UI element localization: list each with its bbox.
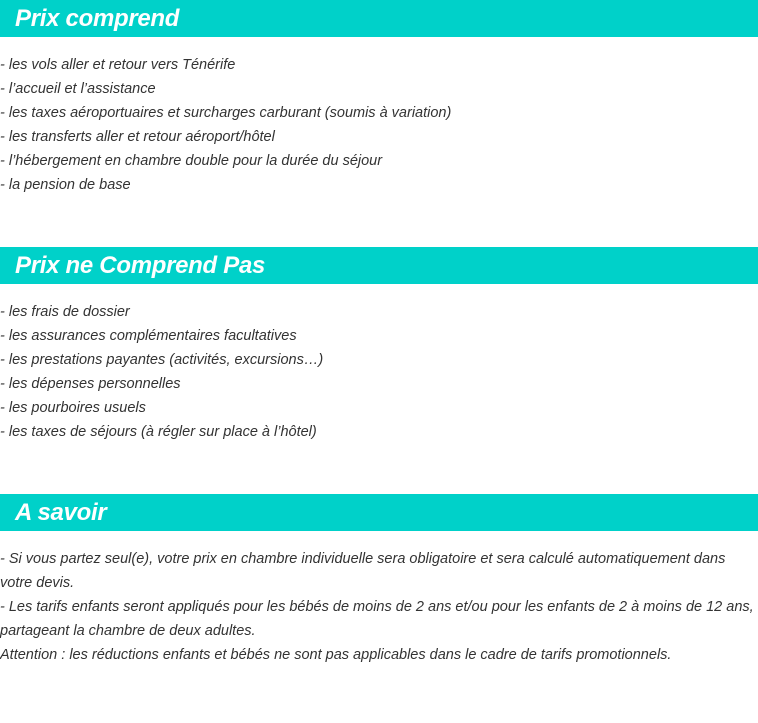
section-title: Prix comprend <box>15 5 180 32</box>
list-item: - les transferts aller et retour aéroport/hôtel <box>0 129 275 145</box>
list-item: - les frais de dossier <box>0 304 130 320</box>
section-header-price-excludes <box>0 247 758 284</box>
section-list <box>0 284 758 444</box>
section-header-good-to-know <box>0 494 758 531</box>
section-header-price-includes <box>0 0 758 37</box>
list-item: - les assurances complémentaires facultatives <box>0 328 297 344</box>
section-title: A savoir <box>15 499 107 526</box>
list-item: - la pension de base <box>0 177 131 193</box>
section-price-includes <box>0 0 758 197</box>
section-price-excludes <box>0 247 758 444</box>
list-item: - l’accueil et l’assistance <box>0 81 156 97</box>
list-item: - les taxes aéroportuaires et surcharges carburant (soumis à variation) <box>0 105 452 121</box>
list-item: - les prestations payantes (activités, excursions…) <box>0 352 324 368</box>
section-list <box>0 531 758 667</box>
list-item: - les pourboires usuels <box>0 400 146 416</box>
list-item: - les dépenses personnelles <box>0 376 181 392</box>
section-good-to-know <box>0 494 758 667</box>
note-text: Attention : les réductions enfants et bébés ne sont pas applicables dans le cadre de tarifs promotionnels. <box>0 647 672 663</box>
list-item: - les taxes de séjours (à régler sur place à l’hôtel) <box>0 424 317 440</box>
list-item: - les vols aller et retour vers Ténérife <box>0 57 236 73</box>
list-item: - Les tarifs enfants seront appliqués pour les bébés de moins de 2 ans et/ou pour les enfants de 2 à moins de 12 ans, partageant la chambre de deux adultes. <box>0 599 754 639</box>
list-item: - l’hébergement en chambre double pour la durée du séjour <box>0 153 383 169</box>
section-list <box>0 37 758 197</box>
section-title: Prix ne Comprend Pas <box>15 252 266 279</box>
list-item: - Si vous partez seul(e), votre prix en chambre individuelle sera obligatoire et sera calculé automatiquement dans votre devis. <box>0 551 726 591</box>
